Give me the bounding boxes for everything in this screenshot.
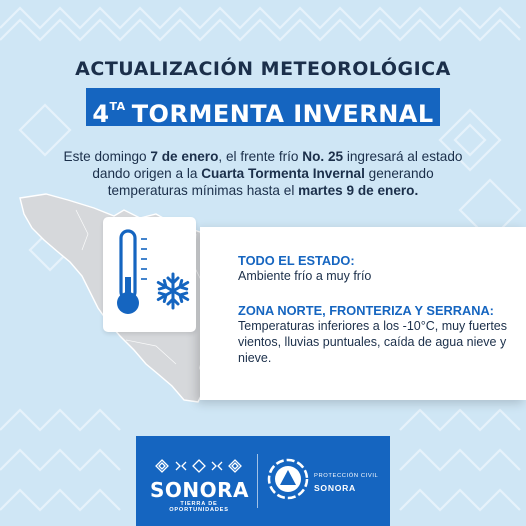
agency-name: SONORA <box>314 483 356 493</box>
intro-text: ingresará al estado dando origen a la <box>92 149 463 181</box>
proteccion-civil-emblem <box>267 458 309 500</box>
banner-number: 4 <box>92 100 110 128</box>
region-title-state: TODO EL ESTADO: <box>238 253 355 268</box>
region-title-north: ZONA NORTE, FRONTERIZA Y SERRANA: <box>238 303 494 318</box>
footer-bar <box>136 436 390 526</box>
region-text-state: Ambiente frío a muy frío <box>238 269 372 283</box>
intro-date: 7 de enero <box>150 149 219 164</box>
forecast-card <box>200 227 526 400</box>
intro-end-date: martes 9 de enero. <box>298 183 419 198</box>
agency-label: PROTECCIÓN CIVIL <box>314 473 379 479</box>
brand-tagline: TIERRA DE OPORTUNIDADES <box>169 501 229 513</box>
brand-name: SONORA <box>150 478 250 502</box>
banner-text: TORMENTA INVERNAL <box>131 100 434 128</box>
intro-text: , el frente frío <box>218 149 303 164</box>
intro-text: Este domingo <box>63 149 151 164</box>
sonora-logo <box>150 458 248 513</box>
banner-superscript: TA <box>109 100 126 113</box>
footer-divider <box>257 454 258 508</box>
thermometer-icon <box>117 231 147 314</box>
weather-icon-box <box>103 217 196 332</box>
title-banner <box>86 88 440 126</box>
intro-text: generando temperaturas mínimas hasta el <box>107 166 434 198</box>
intro-front-number: No. 25 <box>302 149 344 164</box>
snowflake-icon <box>158 274 187 308</box>
intro-storm-name: Cuarta Tormenta Invernal <box>201 166 365 181</box>
page-title: ACTUALIZACIÓN METEOROLÓGICA <box>75 58 451 80</box>
region-text-north: Temperaturas inferiores a los -10°C, muy fuertes vientos, lluvias puntuales, caída de agua nieve y nieve. <box>238 319 507 365</box>
